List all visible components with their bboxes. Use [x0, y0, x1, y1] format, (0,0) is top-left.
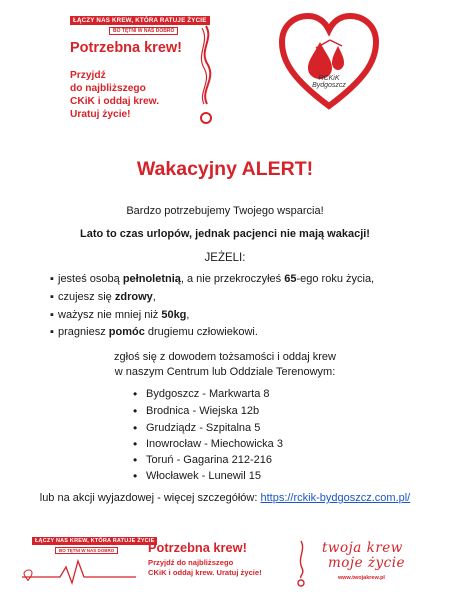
report-line-2: w naszym Centrum lub Oddziale Terenowym:: [114, 366, 336, 378]
campaign-ribbon-sub: BO TĘTNI W NAS DOBRO: [109, 27, 178, 35]
bullet-icon: •: [133, 387, 138, 401]
condition-text: drugiemu człowiekowi.: [144, 326, 258, 338]
condition-bold: 65: [284, 273, 297, 285]
cta-line: CKiK i oddaj krew.: [70, 96, 160, 107]
condition-text: czujesz się: [58, 291, 115, 303]
condition-text: pragniesz: [58, 326, 109, 338]
condition-text: jesteś osobą: [58, 273, 123, 285]
branch-text: Toruń - Gagarina 212-216: [146, 454, 272, 466]
bullet-icon: •: [133, 453, 138, 467]
branch-item: [133, 437, 283, 451]
bullet-icon: ▪: [50, 291, 54, 303]
campaign-ribbon: ŁĄCZY NAS KREW, KTÓRA RATUJE ŻYCIE: [70, 16, 210, 25]
condition-bold: pełnoletnią: [122, 273, 181, 285]
branch-text: Inowrocław - Miechowicka 3: [146, 438, 283, 450]
branch-item: [133, 469, 261, 483]
headline-need-blood: Potrzebna krew!: [70, 40, 182, 56]
branch-text: Grudziądz - Szpitalna 5: [146, 422, 261, 434]
condition-item: [50, 326, 258, 339]
support-text: Bardzo potrzebujemy Twojego wsparcia!: [126, 205, 324, 217]
bullet-icon: •: [133, 469, 138, 483]
bullet-icon: ▪: [50, 273, 54, 285]
branch-text: Włocławek - Lunewil 15: [146, 470, 261, 482]
footer-ribbon: ŁĄCZY NAS KREW, KTÓRA RATUJE ŻYCIE: [32, 537, 157, 545]
holiday-text: Lato to czas urlopów, jednak pacjenci nie mają wakacji!: [80, 228, 370, 240]
condition-bold: zdrowy: [114, 291, 153, 303]
condition-bold: pomóc: [108, 326, 145, 338]
footer-url: www.twojakrew.pl: [338, 575, 385, 581]
footer-ribbon-sub: BO TĘTNI W NAS DOBRO: [55, 547, 118, 554]
cta-line: do najbliższego: [70, 83, 146, 94]
slogan-script-1: twoja krew: [322, 540, 403, 556]
exclamation-doodle-icon: [186, 20, 226, 130]
branch-text: Brodnica - Wiejska 12b: [146, 405, 260, 417]
outing-line: [0, 492, 450, 504]
condition-item: [50, 273, 375, 286]
logo-line2: Bydgoszcz: [312, 82, 346, 89]
bullet-icon: •: [133, 421, 138, 435]
heartbeat-line-icon: [20, 555, 138, 585]
website-link[interactable]: https://rckik-bydgoszcz.com.pl/: [260, 492, 411, 504]
rckik-heart-logo: [278, 12, 380, 112]
condition-text: ważysz nie mniej niż: [58, 309, 162, 321]
alert-title: Wakacyjny ALERT!: [136, 158, 314, 180]
branch-item: [133, 404, 260, 418]
if-label: JEŻELI:: [204, 252, 246, 264]
report-line-1: zgłoś się z dowodem tożsamości i oddaj krew: [114, 351, 336, 363]
outing-text: lub na akcji wyjazdowej - więcej szczegółów:: [39, 492, 261, 504]
footer-exclamation-icon: [290, 538, 312, 588]
condition-text: ,: [152, 291, 156, 303]
condition-bold: 50kg: [161, 309, 187, 321]
cta-line: Uratuj życie!: [70, 109, 131, 120]
cta-line: Przyjdź: [70, 70, 106, 81]
condition-item: [50, 309, 190, 322]
condition-text: -ego roku życia,: [296, 273, 375, 285]
slogan-script-2: moje życie: [328, 555, 406, 571]
bullet-icon: ▪: [50, 309, 54, 321]
bullet-icon: ▪: [50, 326, 54, 338]
logo-line1: RCKiK: [318, 75, 340, 82]
footer-headline: Potrzebna krew!: [148, 540, 247, 555]
condition-text: ,: [186, 309, 190, 321]
condition-text: , a nie przekroczyłeś: [180, 273, 285, 285]
branch-text: Bydgoszcz - Markwarta 8: [146, 388, 270, 400]
condition-item: [50, 291, 156, 304]
branch-item: [133, 387, 270, 401]
logo-text: [311, 75, 347, 89]
footer-cta-1: Przyjdź do najbliższego: [148, 558, 234, 567]
bullet-icon: •: [133, 437, 138, 451]
bullet-icon: •: [133, 404, 138, 418]
branch-item: [133, 421, 261, 435]
call-to-action: [70, 69, 159, 121]
branch-item: [133, 453, 272, 467]
footer-cta-2: CKiK i oddaj krew. Uratuj życie!: [148, 568, 262, 577]
